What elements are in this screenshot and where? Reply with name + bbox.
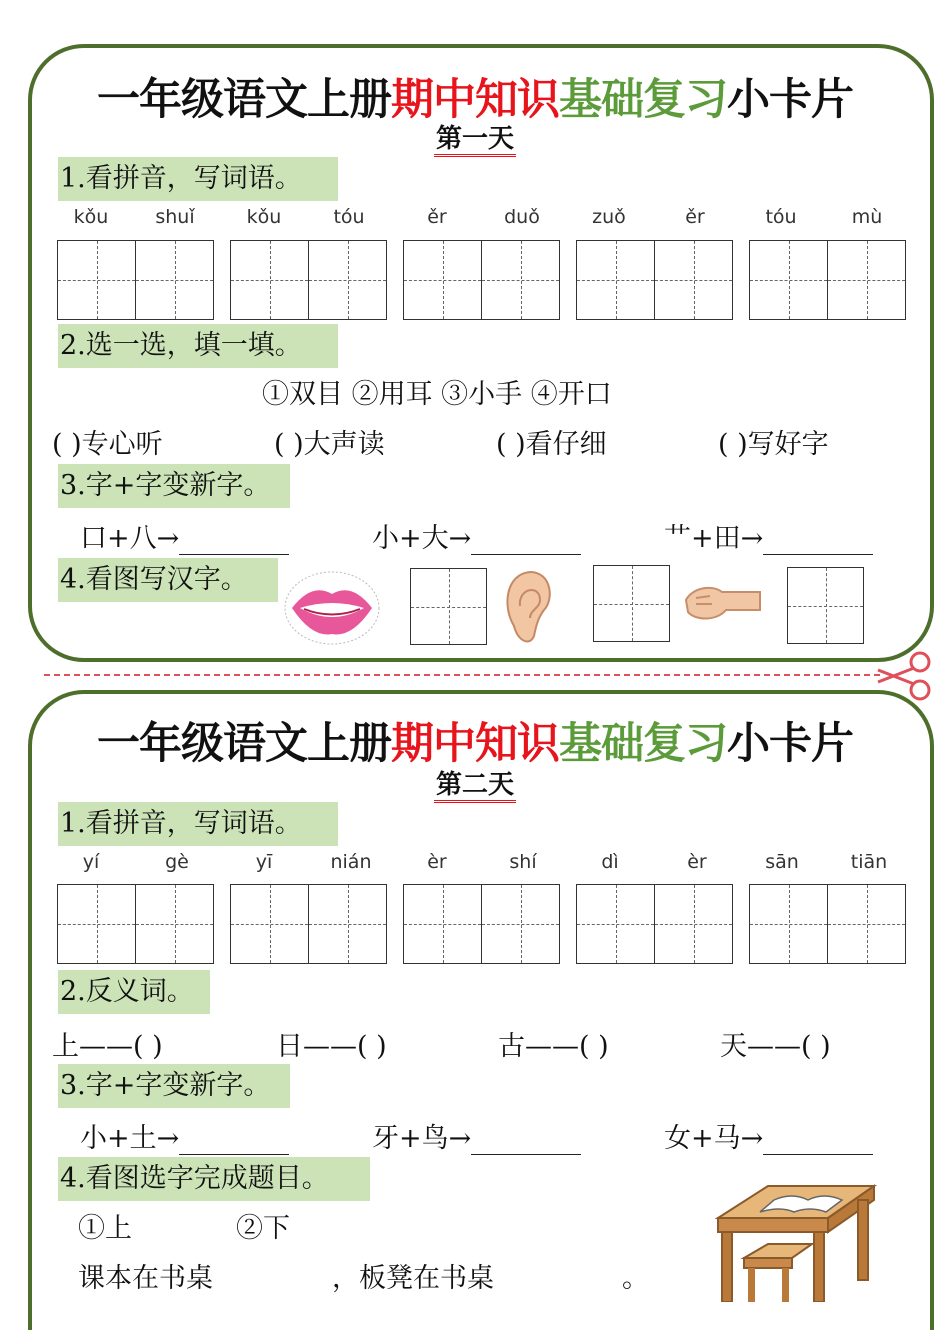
pinyin-label: yí [82,851,100,873]
day-text: 第二天 [434,770,516,803]
writing-grid[interactable] [576,240,733,320]
compose-item[interactable] [372,1116,581,1155]
answer-blank[interactable] [763,1128,873,1155]
pinyin-label: sān [765,851,799,873]
fill-item[interactable]: ( )写好字 [718,429,829,460]
day-text: 第一天 [434,124,516,157]
compose-item[interactable] [664,516,873,555]
compose-item[interactable] [664,1116,873,1155]
title-part-green: 基础复习 [559,719,727,769]
pinyin-label: dì [601,851,619,873]
pinyin-label: kǒu [73,206,109,228]
choice-options: ①双目 ②用耳 ③小手 ④开口 [262,379,612,410]
title-part-red: 期中知识 [391,719,559,769]
antonym-item[interactable]: 上——( ) [52,1031,163,1062]
card2-section2-header: 2.反义词。 [58,970,210,1014]
pinyin-label: èr [687,851,707,873]
answer-blank[interactable] [471,1128,581,1155]
writing-grid[interactable] [403,240,560,320]
card2-section3-header: 3.字+字变新字。 [58,1064,290,1108]
answer-blank[interactable] [763,528,873,555]
writing-grid[interactable] [403,884,560,964]
sentence-part-c: 。 [622,1263,649,1294]
option-down: ②下 [236,1213,290,1244]
pinyin-label: nián [330,851,372,873]
writing-grid[interactable] [57,240,214,320]
pinyin-label: tiān [850,851,888,873]
compose-label: 牙+鸟→ [372,1123,472,1154]
cut-line [44,674,880,676]
writing-grid[interactable] [57,884,214,964]
pinyin-label: tóu [765,206,797,228]
pinyin-label: zuǒ [592,206,626,228]
lips-icon [282,568,382,648]
pinyin-label: gè [165,851,189,873]
pinyin-label: èr [427,851,447,873]
card2-section1-header: 1.看拼音，写词语。 [58,802,338,846]
sentence-part-b: ，板凳在书桌 [332,1263,494,1294]
writing-grid[interactable] [749,240,906,320]
fill-item[interactable]: ( )大声读 [274,429,385,460]
card2-day-label [0,764,950,801]
pinyin-label: duǒ [504,206,540,228]
card2-title [0,710,950,771]
pinyin-label: mù [851,206,883,228]
writing-grid[interactable] [749,884,906,964]
card1-section1-header: 1.看拼音，写词语。 [58,157,338,201]
writing-grid[interactable] [230,240,387,320]
fill-item[interactable]: ( )看仔细 [496,429,607,460]
compose-label: 小+土→ [80,1123,180,1154]
compose-label: 艹+田→ [664,523,764,554]
card2-section4-header: 4.看图选字完成题目。 [58,1157,370,1201]
compose-label: 口+八→ [80,523,180,554]
compose-item[interactable] [80,516,289,555]
sentence-part-a: 课本在书桌 [78,1263,213,1294]
option-up: ①上 [78,1213,132,1244]
answer-blank[interactable] [179,528,289,555]
pinyin-label: shuǐ [155,206,195,228]
pinyin-label: yī [255,851,273,873]
writing-box[interactable] [593,565,670,642]
desk-icon [708,1178,878,1302]
title-part-black: 一年级语文上册 [97,719,391,769]
fill-item[interactable]: ( )专心听 [52,429,163,460]
card1-section2-header: 2.选一选，填一填。 [58,324,338,368]
compose-item[interactable] [372,516,581,555]
pinyin-label: shí [509,851,537,873]
answer-blank[interactable] [179,1128,289,1155]
antonym-item[interactable]: 古——( ) [498,1031,609,1062]
pinyin-label: ěr [427,206,447,228]
title-part-black-end: 小卡片 [727,75,853,125]
compose-label: 小+大→ [372,523,472,554]
title-part-red: 期中知识 [391,75,559,125]
card1-section3-header: 3.字+字变新字。 [58,464,290,508]
title-part-black-end: 小卡片 [727,719,853,769]
pinyin-label: ěr [685,206,705,228]
ear-icon [500,566,555,646]
antonym-item[interactable]: 天——( ) [720,1031,831,1062]
compose-label: 女+马→ [664,1123,764,1154]
writing-grid[interactable] [576,884,733,964]
answer-blank[interactable] [471,528,581,555]
card1-day-label [0,118,950,155]
title-part-green: 基础复习 [559,75,727,125]
hand-icon [682,580,762,625]
card1-section4-header: 4.看图写汉字。 [58,558,278,602]
compose-item[interactable] [80,1116,289,1155]
title-part-black: 一年级语文上册 [97,75,391,125]
writing-box[interactable] [787,567,864,644]
pinyin-label: kǒu [246,206,282,228]
writing-box[interactable] [410,568,487,645]
antonym-item[interactable]: 日——( ) [276,1031,387,1062]
pinyin-label: tóu [333,206,365,228]
writing-grid[interactable] [230,884,387,964]
